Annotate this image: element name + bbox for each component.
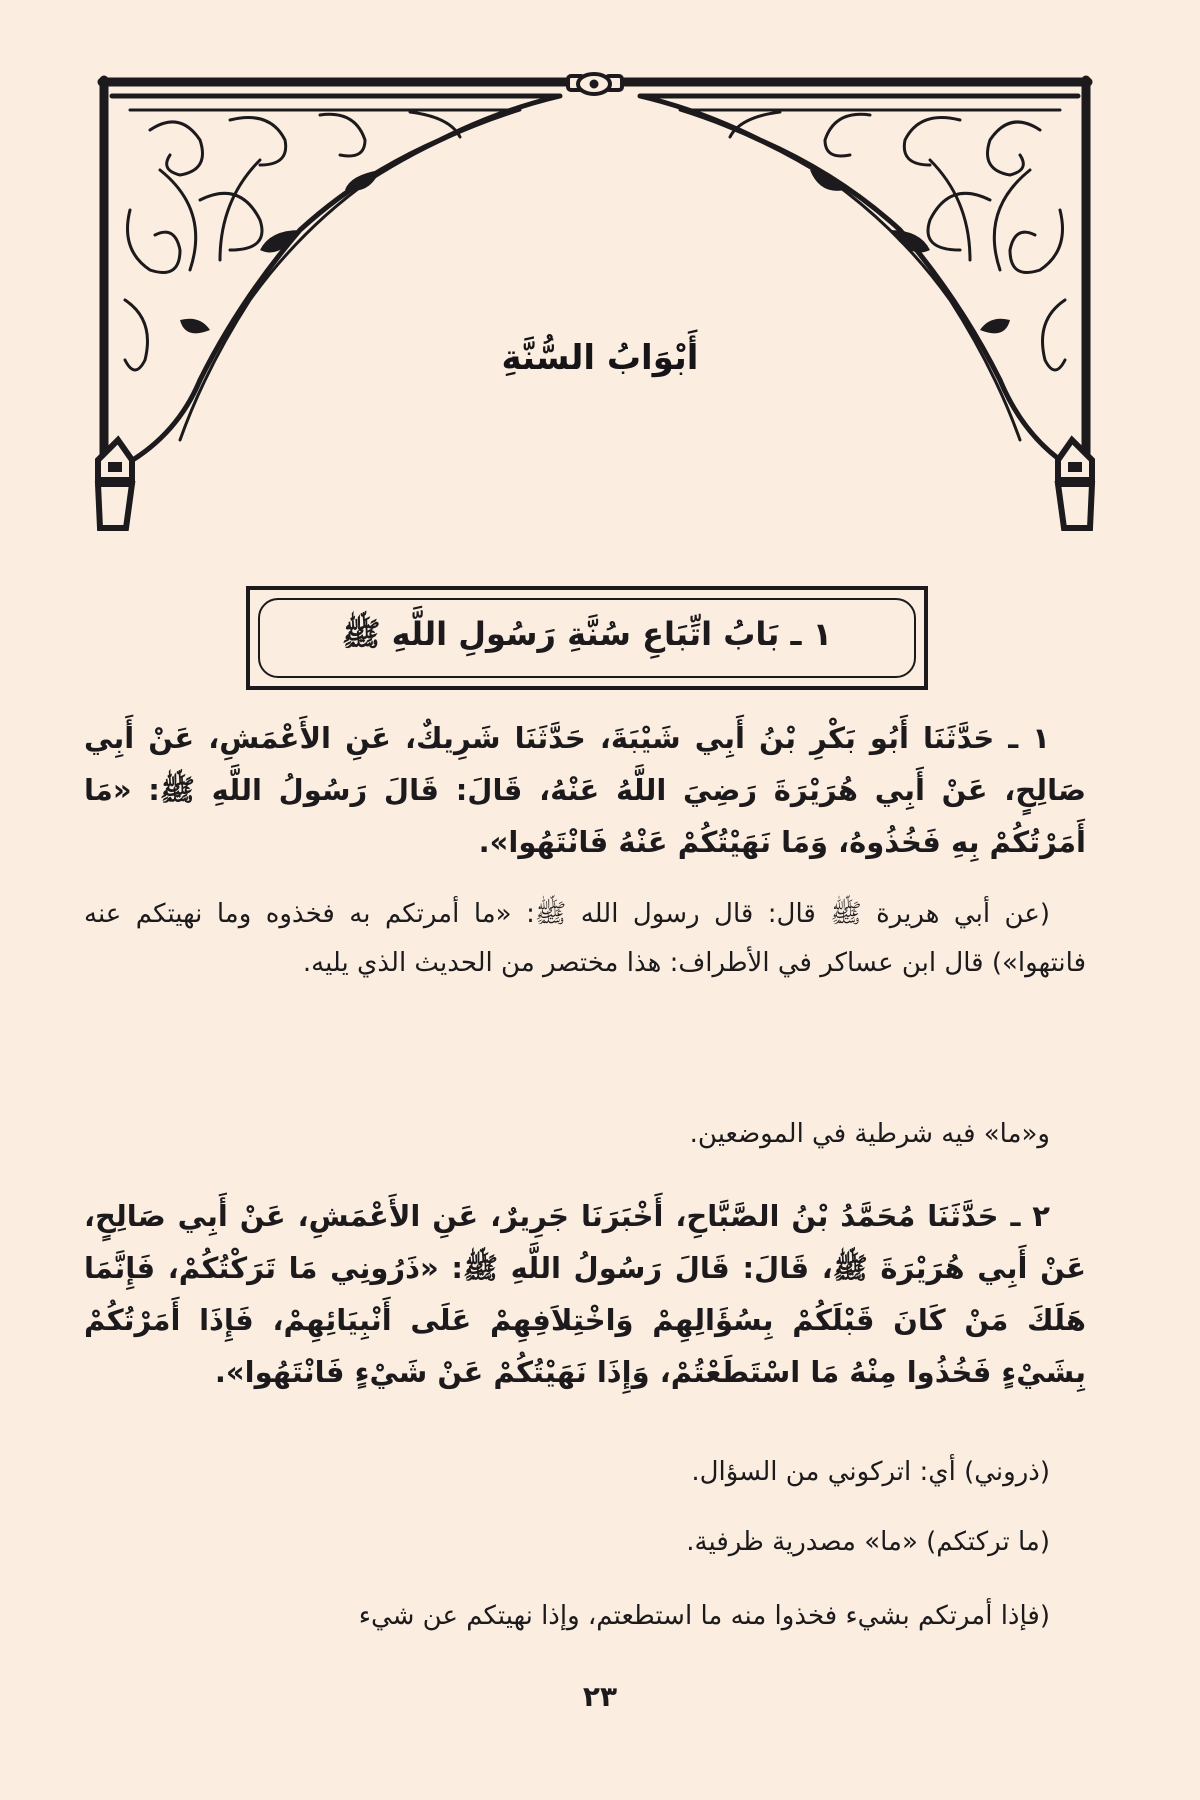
ornamental-header-frame xyxy=(0,0,1200,560)
chapter-title-inner-border xyxy=(258,598,916,678)
chapter-title-box xyxy=(246,586,928,690)
hadith-2-text: ٢ ـ حَدَّثَنَا مُحَمَّدُ بْنُ الصَّبَّاحِ، أَخْبَرَنَا جَرِيرٌ، عَنِ الأَعْمَشِ، عَنْ أَبِي صَالِحٍ، عَنْ أَبِي هُرَيْرَةَ ﷺ، قَالَ: قَالَ رَسُولُ اللَّهِ ﷺ: «ذَرُونِي مَا تَرَكْتُكُمْ، فَإِنَّمَا هَلَكَ مَنْ كَانَ قَبْلَكُمْ بِسُؤَالِهِمْ وَاخْتِلاَفِهِمْ عَلَى أَنْبِيَائِهِمْ، فَإِذَا أَمَرْتُكُمْ بِشَيْءٍ فَخُذُوا مِنْهُ مَا اسْتَطَعْتُمْ، وَإِذَا نَهَيْتُكُمْ عَنْ شَيْءٍ فَانْتَهُوا». xyxy=(84,1199,1086,1389)
page-number: ٢٣ xyxy=(582,1680,618,1713)
commentary-2: و«ما» فيه شرطية في الموضعين. xyxy=(689,1119,1050,1149)
hadith-1-text: ١ ـ حَدَّثَنَا أَبُو بَكْرِ بْنُ أَبِي شَيْبَةَ، حَدَّثَنَا شَرِيكٌ، عَنِ الأَعْمَشِ، عَنْ أَبِي صَالِحٍ، عَنْ أَبِي هُرَيْرَةَ رَضِيَ اللَّهُ عَنْهُ، قَالَ: قَالَ رَسُولُ اللَّهِ ﷺ: «مَا أَمَرْتُكُمْ بِهِ فَخُذُوهُ، وَمَا نَهَيْتُكُمْ عَنْهُ فَانْتَهُوا». xyxy=(84,721,1086,859)
section-title: أَبْوَابُ السُّنَّةِ xyxy=(501,338,699,378)
hadith-1 xyxy=(84,712,1086,868)
chapter-title: ١ ـ بَابُ اتِّبَاعِ سُنَّةِ رَسُولِ اللَّهِ ﷺ xyxy=(341,615,833,653)
commentary-1 xyxy=(84,890,1086,988)
commentary-5: (فإذا أمرتكم بشيء فخذوا منه ما استطعتم، وإذا نهيتكم عن شيء xyxy=(358,1601,1050,1631)
hadith-2 xyxy=(84,1190,1086,1398)
commentary-4: (ما تركتكم) «ما» مصدرية ظرفية. xyxy=(686,1527,1050,1557)
commentary-1-text: (عن أبي هريرة ﷺ قال: قال رسول الله ﷺ: «ما أمرتكم به فخذوه وما نهيتكم عنه فانتهوا») قال ابن عساكر في الأطراف: هذا مختصر من الحديث الذي يليه. xyxy=(84,899,1086,978)
commentary-3: (ذروني) أي: اتركوني من السؤال. xyxy=(691,1457,1050,1487)
